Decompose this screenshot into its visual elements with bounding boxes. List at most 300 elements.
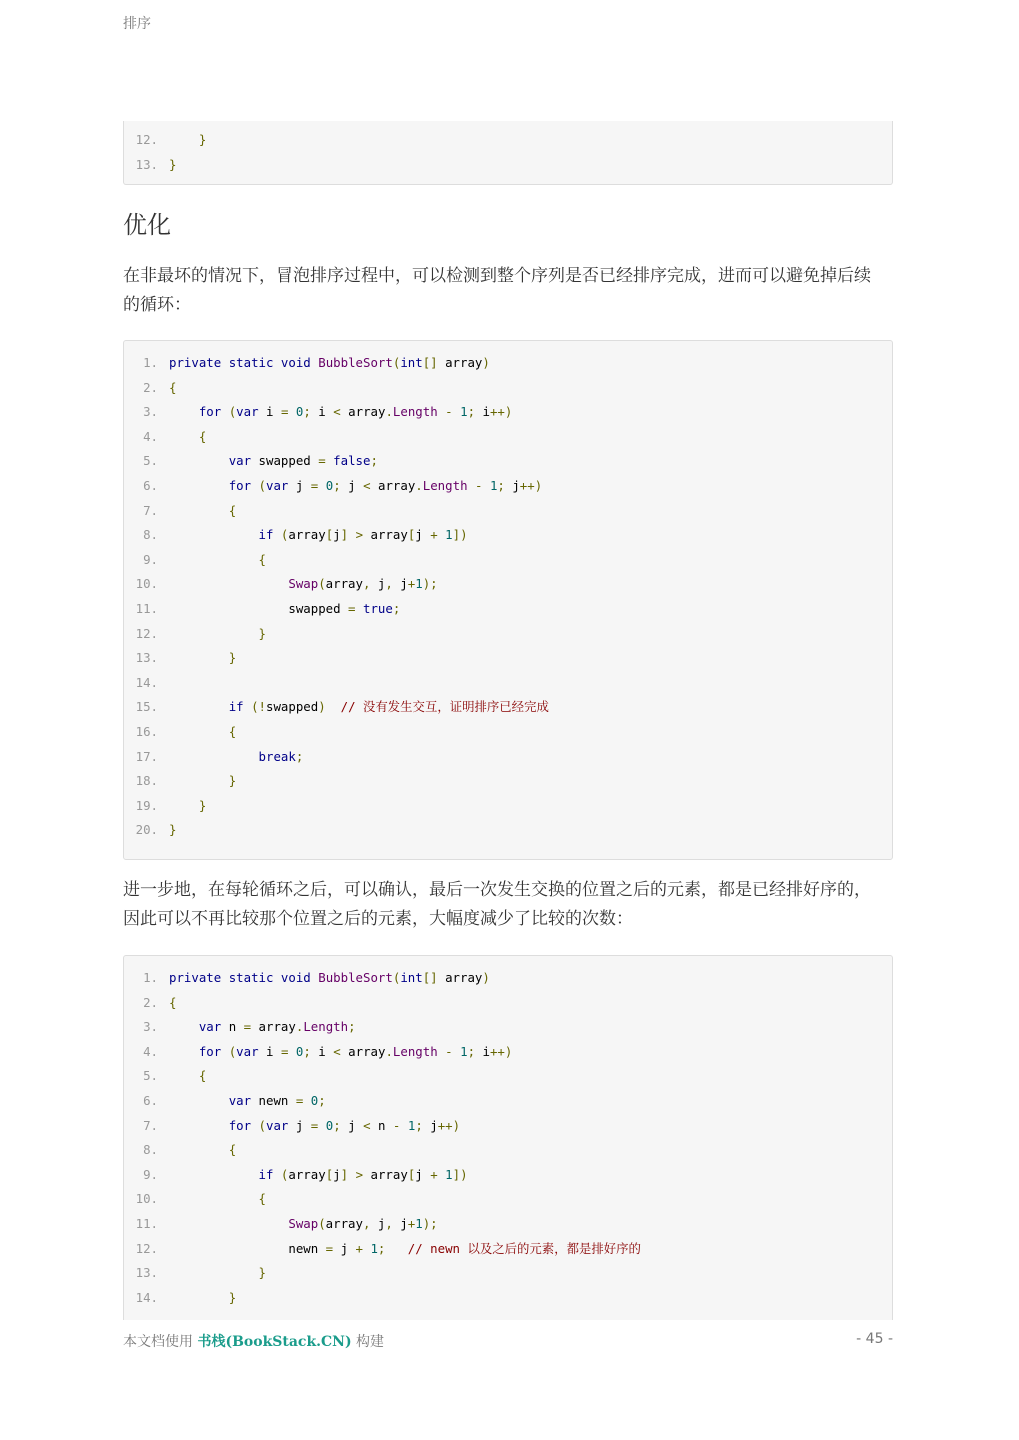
code-line [124, 599, 400, 619]
code-token [169, 132, 199, 147]
code-token [303, 1093, 310, 1108]
code-token: swapped [169, 601, 349, 616]
code-token: [ [325, 527, 334, 543]
code-token: j [288, 478, 311, 493]
code-token [169, 527, 259, 542]
code-line [124, 771, 236, 791]
code-token: Length [303, 1019, 349, 1035]
footer-credit [123, 1331, 384, 1351]
code-token: = [243, 1019, 252, 1035]
line-number: 2. [143, 379, 158, 395]
code-token: array [288, 1166, 326, 1182]
code-token: var [266, 1117, 289, 1133]
code-token: ); [422, 576, 438, 592]
line-number: 13. [135, 1265, 158, 1281]
code-token [251, 478, 258, 493]
code-token: for [198, 1043, 222, 1059]
code-token: j [392, 576, 408, 592]
code-token [288, 1044, 295, 1059]
code-token: ] [340, 527, 349, 543]
code-token [169, 699, 229, 714]
code-token [169, 478, 229, 493]
code-line [124, 1066, 206, 1086]
code-token: var [228, 453, 252, 469]
code-token: } [258, 1265, 266, 1281]
code-line [124, 697, 549, 717]
code-token: break [258, 748, 296, 764]
code-token [169, 1044, 199, 1059]
code-token: } [169, 156, 177, 172]
code-token [288, 404, 295, 419]
code-token [244, 699, 251, 714]
code-token: { [198, 1068, 207, 1084]
code-token: { [258, 1191, 266, 1207]
code-token: . [415, 478, 423, 493]
code-token: [] [422, 355, 438, 370]
line-number: 6. [143, 1093, 158, 1108]
line-number: 12. [135, 625, 158, 641]
line-number: 18. [135, 773, 158, 789]
code-token: ( [258, 1117, 267, 1133]
line-number: 5. [143, 453, 158, 469]
line-number: 12. [135, 1240, 158, 1256]
code-token [169, 1093, 229, 1108]
code-token: + [355, 1240, 363, 1256]
code-token: if [258, 527, 274, 543]
code-token: array [288, 527, 326, 543]
code-token: = [280, 1043, 289, 1059]
line-number: 15. [135, 699, 158, 715]
code-token [169, 1118, 229, 1133]
code-token [318, 478, 325, 493]
code-token: } [258, 625, 266, 641]
code-line [124, 574, 438, 594]
code-token: j [415, 1166, 431, 1182]
code-line [124, 130, 206, 150]
paragraph-1 [123, 262, 893, 319]
line-number: 2. [143, 994, 158, 1010]
code-token [221, 404, 228, 419]
code-token: } [228, 650, 237, 666]
code-line [124, 1288, 236, 1308]
code-token: 1 [460, 404, 468, 420]
code-token: - [445, 404, 453, 420]
line-number: 19. [135, 797, 158, 813]
code-token [169, 650, 229, 665]
code-token: = [280, 404, 289, 420]
line-number: 16. [135, 724, 158, 739]
code-token: ; [467, 1043, 476, 1059]
code-token: var [236, 1043, 259, 1059]
code-line [124, 1091, 326, 1111]
code-token: { [169, 994, 177, 1010]
code-token: j [370, 1216, 386, 1231]
code-line [124, 673, 169, 693]
code-token [169, 724, 229, 739]
code-token: . [295, 1019, 304, 1035]
paragraph-1-line-2: 的循环： [123, 294, 191, 315]
code-token: j [504, 478, 520, 493]
code-token [251, 1118, 258, 1133]
code-token: 0 [325, 1117, 334, 1133]
code-line [124, 993, 176, 1013]
code-token: > [355, 527, 364, 543]
line-number: 9. [143, 1166, 158, 1182]
code-token: ] [340, 1166, 349, 1182]
code-token: array [340, 404, 386, 420]
code-token: { [258, 551, 266, 567]
code-block-continued [123, 121, 893, 185]
code-token [169, 404, 199, 419]
code-token [169, 429, 199, 444]
code-token: ( [258, 478, 267, 493]
code-token [169, 1068, 199, 1083]
code-token: 1 [407, 1117, 416, 1133]
code-token: - [392, 1117, 401, 1133]
code-token [348, 527, 355, 542]
paragraph-1-line-1: 在非最坏的情况下，冒泡排序过程中，可以检测到整个序列是否已经排序完成，进而可以避免掉后续 [123, 266, 871, 286]
line-number: 3. [143, 1019, 158, 1035]
code-token: static [228, 970, 274, 985]
code-token [169, 1019, 199, 1034]
code-token: 0 [310, 1093, 319, 1108]
code-line [124, 796, 206, 816]
code-token: . [385, 404, 393, 420]
code-token: int [400, 355, 423, 370]
code-token: [ [407, 1166, 416, 1182]
code-token [221, 1044, 228, 1059]
code-token [326, 699, 341, 714]
code-token: Swap [288, 576, 319, 592]
code-token [385, 1241, 407, 1256]
line-number: 9. [143, 551, 158, 567]
code-token: for [228, 1117, 252, 1133]
code-token: [ [407, 527, 416, 543]
code-token: 1 [415, 1216, 423, 1231]
code-token: Swap [288, 1216, 319, 1231]
code-token: array [325, 576, 363, 592]
code-token: Length [392, 404, 438, 420]
code-token [169, 576, 288, 591]
code-token: // newn 以及之后的元素，都是排好序的 [407, 1240, 641, 1256]
code-token: BubbleSort [318, 355, 393, 370]
code-token: j [422, 1117, 438, 1133]
code-line [124, 378, 176, 398]
code-line [124, 476, 542, 496]
code-token: ( [228, 404, 237, 420]
code-token: = [295, 1093, 304, 1108]
code-token: < [363, 478, 371, 493]
code-token: , [362, 1216, 371, 1231]
code-token: j [340, 478, 364, 493]
code-token: BubbleSort [318, 970, 393, 985]
code-token: newn [251, 1093, 296, 1108]
code-token: < [333, 404, 341, 420]
code-token: ; [318, 1093, 326, 1108]
code-token: array [437, 970, 483, 985]
code-token: j [370, 576, 386, 592]
code-token: array [363, 527, 408, 543]
code-token: j [333, 1166, 341, 1182]
code-token: ) [318, 699, 326, 715]
code-token [169, 626, 259, 641]
line-number: 4. [143, 428, 158, 444]
code-token [273, 355, 280, 370]
code-token [453, 404, 460, 419]
line-number: 10. [135, 576, 158, 592]
code-token: array [340, 1043, 386, 1059]
code-token: private [169, 970, 222, 985]
code-token: ; [497, 478, 505, 493]
code-token: { [169, 379, 177, 395]
code-token: j [340, 1117, 364, 1133]
code-token [468, 478, 475, 493]
code-token: ]) [452, 527, 468, 543]
code-token: for [198, 404, 222, 420]
code-token: ]) [452, 1166, 468, 1182]
section-heading: 优化 [123, 211, 171, 239]
line-number: 13. [135, 650, 158, 666]
line-number: 7. [143, 502, 158, 518]
code-token: ; [295, 748, 304, 764]
code-token: array [437, 355, 483, 370]
code-token: ( [318, 1216, 326, 1231]
code-token: void [280, 355, 311, 370]
code-token: ; [333, 1117, 341, 1133]
code-token: ; [467, 404, 476, 420]
code-token: ++) [489, 1043, 513, 1059]
code-token: n [221, 1019, 244, 1035]
code-line [124, 648, 236, 668]
code-line [124, 820, 176, 840]
footer-suffix: 构建 [351, 1334, 385, 1350]
code-line [124, 451, 378, 471]
code-token [169, 503, 229, 518]
code-line [124, 155, 176, 175]
code-token: i [310, 404, 334, 420]
code-line [124, 968, 490, 988]
code-token [318, 1118, 325, 1133]
code-token: 1 [460, 1043, 468, 1059]
code-token: - [475, 478, 483, 493]
code-line [124, 624, 266, 644]
code-token: = [310, 1117, 319, 1133]
code-token [453, 1044, 460, 1059]
code-token: j [415, 527, 431, 543]
code-token: ; [370, 453, 378, 469]
code-token: ( [280, 1166, 289, 1182]
code-token: ; [348, 1019, 356, 1035]
code-token: < [363, 1117, 371, 1133]
code-token [169, 1142, 229, 1157]
code-token [221, 970, 228, 985]
footer-prefix: 本文档使用 [123, 1334, 198, 1350]
code-token: { [198, 428, 207, 444]
code-token [221, 355, 228, 370]
code-token [169, 773, 229, 788]
code-token: ; [392, 601, 401, 616]
line-number: 7. [143, 1117, 158, 1133]
code-token: swapped [251, 453, 319, 469]
line-number: 4. [143, 1043, 158, 1059]
code-token: ( [228, 1043, 237, 1059]
code-token [482, 478, 489, 493]
code-token: ++) [519, 478, 543, 493]
code-token: [ [325, 1166, 334, 1182]
code-token: n [370, 1117, 393, 1133]
code-token: ; [415, 1117, 423, 1133]
code-token: , [385, 576, 393, 592]
code-token: j [288, 1117, 311, 1133]
code-line [124, 402, 512, 422]
code-token: i [258, 1043, 281, 1059]
code-token [169, 552, 259, 567]
code-token: } [228, 773, 237, 789]
code-line [124, 1042, 512, 1062]
code-token: array [370, 478, 416, 493]
code-token: , [362, 576, 371, 592]
code-token: ; [333, 478, 341, 493]
code-line [124, 1116, 460, 1136]
code-token [169, 1265, 259, 1280]
code-token: + [407, 576, 416, 592]
code-token: = [325, 1240, 334, 1256]
code-token: void [280, 970, 311, 985]
code-token: i [475, 1043, 490, 1059]
code-token: j [392, 1216, 408, 1231]
header-title: 排序 [123, 16, 151, 32]
code-line [124, 1214, 438, 1234]
code-token: i [258, 404, 281, 420]
code-token: 0 [295, 404, 304, 420]
code-token: array [325, 1216, 363, 1231]
code-token: > [355, 1166, 364, 1182]
code-token: ); [422, 1216, 438, 1231]
code-token: , [385, 1216, 393, 1231]
code-line [124, 550, 266, 570]
code-token: false [333, 453, 371, 469]
paragraph-2-line-2: 因此可以不再比较那个位置之后的元素，大幅度减少了比较的次数： [123, 908, 633, 929]
code-token [273, 970, 280, 985]
line-number: 12. [135, 132, 158, 147]
code-token: ) [482, 355, 490, 370]
code-token: array [251, 1019, 296, 1035]
code-token [169, 1290, 229, 1305]
code-token: ( [392, 970, 401, 985]
line-number: 6. [143, 478, 158, 493]
code-token: i [475, 404, 490, 420]
paragraph-2 [123, 876, 893, 933]
code-token: j [333, 1240, 356, 1256]
code-token: for [228, 478, 252, 493]
code-token: = [310, 478, 319, 493]
line-number: 3. [143, 404, 158, 420]
code-token: ( [318, 576, 326, 592]
code-line [124, 1017, 356, 1037]
line-number: 13. [135, 156, 158, 172]
code-token: var [228, 1093, 252, 1108]
code-token: } [198, 132, 207, 147]
code-token: = [318, 453, 326, 469]
line-number: 1. [143, 355, 158, 370]
code-token [169, 798, 199, 813]
code-line [124, 427, 206, 447]
code-token [356, 601, 363, 616]
code-token: j [333, 527, 341, 543]
code-token [169, 453, 229, 468]
code-token: < [333, 1043, 341, 1059]
code-token: 1 [445, 527, 453, 543]
code-token: swapped [266, 699, 319, 715]
code-token: ( [280, 527, 289, 543]
code-line [124, 747, 303, 767]
page-number: - 45 - [856, 1331, 893, 1347]
code-line [124, 1239, 641, 1259]
code-token: var [266, 478, 289, 493]
line-number: 8. [143, 527, 158, 543]
code-token: + [407, 1216, 416, 1231]
code-token [273, 527, 280, 542]
code-token: var [236, 404, 259, 420]
line-number: 17. [135, 748, 158, 764]
code-token: newn [169, 1240, 326, 1256]
code-token: (! [251, 699, 266, 715]
code-token: int [400, 970, 423, 985]
code-token [169, 1216, 288, 1231]
paragraph-2-line-1: 进一步地，在每轮循环之后，可以确认，最后一次发生交换的位置之后的元素，都是已经排好序的， [123, 880, 871, 900]
code-line [124, 353, 490, 373]
line-number: 20. [135, 822, 158, 838]
code-token: } [198, 797, 207, 813]
line-number: 11. [135, 1216, 158, 1231]
code-token [169, 1167, 259, 1182]
code-token: ) [482, 970, 490, 985]
code-token [273, 1167, 280, 1182]
code-token: // 没有发生交互，证明排序已经完成 [340, 699, 549, 715]
line-number: 11. [135, 601, 158, 616]
code-line [124, 501, 236, 521]
code-token: 1 [370, 1240, 378, 1256]
code-line [124, 722, 236, 742]
code-line [124, 1263, 266, 1283]
code-token: ; [303, 1043, 311, 1059]
code-token: 0 [325, 478, 334, 493]
code-token: - [445, 1043, 453, 1059]
code-token: 1 [489, 478, 498, 493]
code-token: . [385, 1043, 393, 1059]
code-token: private [169, 355, 222, 370]
code-token: if [228, 699, 244, 715]
code-line [124, 1165, 468, 1185]
line-number: 1. [143, 970, 158, 985]
footer-brand-link[interactable]: 书栈(BookStack.CN) [197, 1334, 352, 1350]
code-token: [] [422, 970, 438, 985]
code-token: ++) [437, 1117, 461, 1133]
code-token [169, 1191, 259, 1206]
code-token: ; [377, 1240, 386, 1256]
code-token [348, 1167, 355, 1182]
code-token: } [169, 822, 177, 838]
code-token: { [228, 1142, 237, 1158]
code-block-1 [123, 340, 893, 860]
code-line [124, 1140, 236, 1160]
code-token: ++) [489, 404, 513, 420]
code-token: static [228, 355, 274, 370]
code-token: { [228, 502, 237, 518]
code-token: ; [303, 404, 311, 420]
code-token: var [198, 1019, 222, 1035]
code-token: + [430, 1166, 438, 1182]
